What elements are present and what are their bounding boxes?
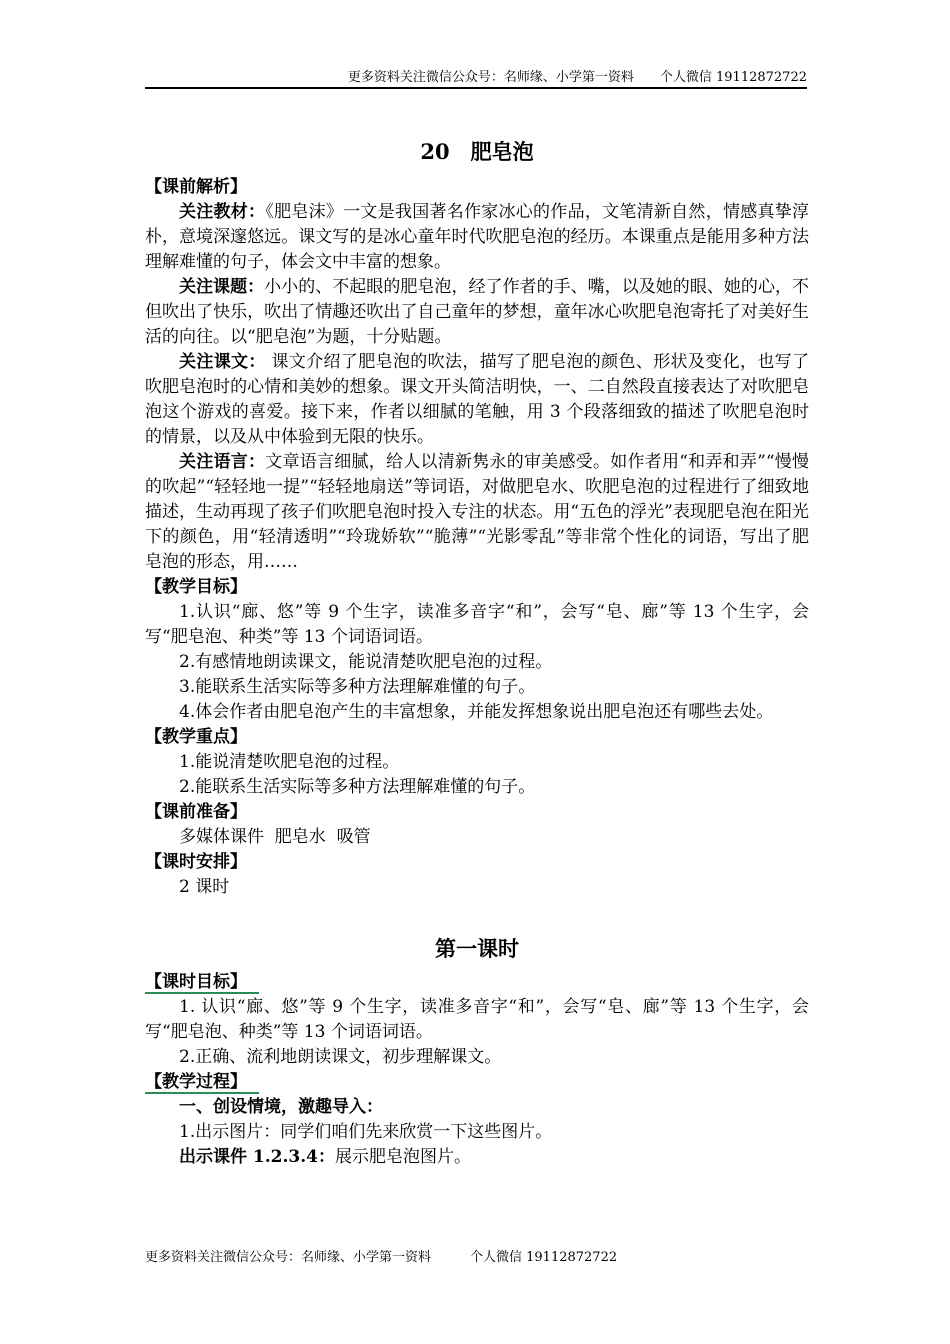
item-label: 关注教材： — [179, 202, 266, 222]
lesson-goal-item: 2.正确、流利地朗读课文，初步理解课文。 — [179, 1047, 502, 1067]
section-heading-goals: 【教学目标】 — [145, 577, 247, 597]
goal-item: 1.认识“廊、悠”等 9 个生字，读准多音字“和”，会写“皂、廊”等 13 个生字，会写“肥皂泡、种类”等 13 个词语词语。 — [145, 602, 809, 647]
section-heading-preparation: 【课前准备】 — [145, 802, 247, 822]
item-label: 关注课文： — [179, 352, 266, 372]
page-content — [145, 135, 809, 1170]
preparation-text: 多媒体课件 肥皂水 吸管 — [179, 827, 371, 847]
section-heading-lesson-goals: 【课时目标】 — [145, 970, 247, 995]
section-heading-key-points: 【教学重点】 — [145, 727, 247, 747]
header-rule — [145, 87, 807, 89]
courseware-text: 展示肥皂泡图片。 — [335, 1147, 471, 1167]
document-title: 20 肥皂泡 — [420, 139, 534, 164]
section-heading-schedule: 【课时安排】 — [145, 852, 247, 872]
item-text: 课文介绍了肥皂泡的吹法，描写了肥皂泡的颜色、形状及变化，也写了吹肥皂泡时的心情和美妙的想象。课文开头简洁明快，一、二自然段直接表达了对吹肥皂泡这个游戏的喜爱。接下来，作者以细腻的笔触，用 3 个段落细致的描述了吹肥皂泡时的情景，以及从中体验到无限的快乐。 — [145, 352, 809, 447]
goal-item: 3.能联系生活实际等多种方法理解难懂的句子。 — [179, 677, 536, 697]
page-header: 更多资料关注微信公众号：名师缘、小学第一资料 个人微信 19112872722 — [347, 70, 807, 85]
goal-item: 4.体会作者由肥皂泡产生的丰富想象，并能发挥想象说出肥皂泡还有哪些去处。 — [179, 702, 774, 722]
courseware-label: 出示课件 1.2.3.4： — [179, 1147, 335, 1167]
item-label: 关注课题： — [179, 277, 265, 297]
step-heading — [145, 1095, 809, 1120]
lesson-title: 第一课时 — [435, 936, 519, 961]
step-text: 1.出示图片：同学们咱们先来欣赏一下这些图片。 — [179, 1122, 553, 1142]
pre-analysis-item — [145, 200, 809, 275]
key-point-item: 2.能联系生活实际等多种方法理解难懂的句子。 — [179, 777, 536, 797]
section-heading-pre-analysis: 【课前解析】 — [145, 177, 247, 197]
page-footer: 更多资料关注微信公众号：名师缘、小学第一资料 个人微信 19112872722 — [145, 1250, 618, 1265]
item-text: 小小的、不起眼的肥皂泡，经了作者的手、嘴，以及她的眼、她的心，不但吹出了快乐，吹出了情趣还吹出了自己童年的梦想，童年冰心吹肥皂泡寄托了对美好生活的向往。以“肥皂泡”为题，十分贴题。 — [145, 277, 810, 347]
item-text: 文章语言细腻，给人以清新隽永的审美感受。如作者用“和弄和弄”“慢慢的吹起”“轻轻地一提”“轻轻地扇送”等词语，对做肥皂水、吹肥皂泡的过程进行了细致地描述，生动再现了孩子们吹肥皂泡时投入专注的状态。用“五色的浮光”表现肥皂泡在阳光下的颜色，用“轻清透明”“玲珑娇软”“脆薄”“光影零乱”等非常个性化的词语，写出了肥皂泡的形态，用…… — [145, 452, 810, 572]
item-label: 关注语言： — [179, 452, 266, 472]
courseware-line — [145, 1145, 809, 1170]
item-text: 《肥皂沫》一文是我国著名作家冰心的作品，文笔清新自然，情感真挚淳朴，意境深邃悠远。课文写的是冰心童年时代吹肥皂泡的经历。本课重点是能用多种方法理解难懂的句子，体会文中丰富的想象。 — [145, 202, 810, 272]
step-heading-text: 一、创设情境，激趣导入： — [179, 1097, 383, 1117]
goal-item: 2.有感情地朗读课文，能说清楚吹肥皂泡的过程。 — [179, 652, 553, 672]
section-heading-process: 【教学过程】 — [145, 1070, 247, 1095]
key-point-item: 1.能说清楚吹肥皂泡的过程。 — [179, 752, 400, 772]
lesson-goal-item: 1. 认识“廊、悠”等 9 个生字，读准多音字“和”，会写“皂、廊”等 13 个生字，会写“肥皂泡、种类”等 13 个词语词语。 — [145, 997, 809, 1042]
pre-analysis-item — [145, 450, 809, 575]
schedule-text: 2 课时 — [179, 877, 230, 897]
pre-analysis-item — [145, 275, 809, 350]
pre-analysis-item — [145, 350, 809, 450]
